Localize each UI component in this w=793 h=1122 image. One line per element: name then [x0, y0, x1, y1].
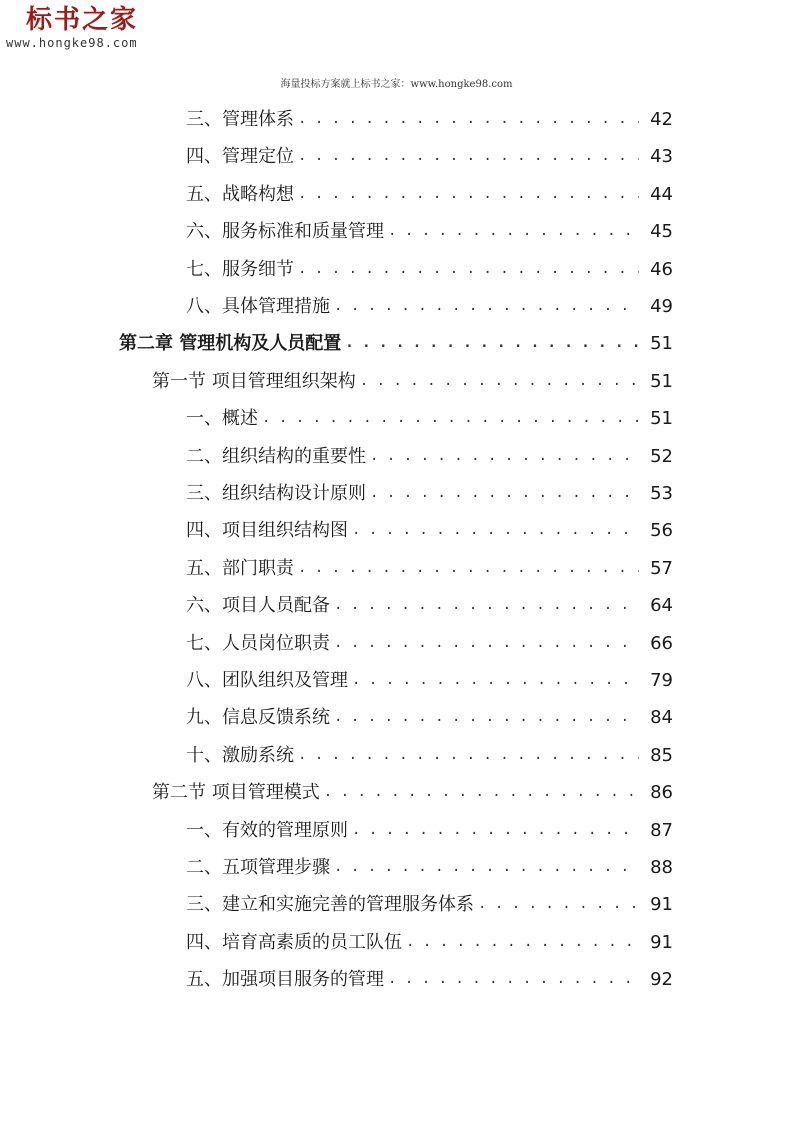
- toc-entry-label: 三、组织结构设计原则: [186, 483, 366, 504]
- toc-entry-page-number: 57: [650, 557, 673, 579]
- toc-entry-label: 四、项目组织结构图: [186, 520, 348, 542]
- toc-dot-leader: [360, 363, 639, 400]
- toc-entry-label: 五、加强项目服务的管理: [186, 969, 384, 991]
- toc-entry[interactable]: [186, 138, 673, 175]
- toc-entry-label: 四、培育高素质的员工队伍: [186, 931, 402, 953]
- toc-entry[interactable]: [186, 550, 673, 587]
- toc-dot-leader: [298, 176, 639, 213]
- toc-dot-leader: [388, 213, 639, 250]
- toc-entry[interactable]: [186, 737, 673, 774]
- toc-entry[interactable]: [186, 400, 673, 437]
- toc-dot-leader: [406, 924, 639, 961]
- toc-entry-label: 第二章 管理机构及人员配置: [119, 333, 342, 355]
- toc-entry-page-number: 92: [650, 969, 673, 991]
- toc-entry-page-number: 79: [650, 670, 673, 691]
- site-logo: [6, 4, 166, 50]
- toc-entry[interactable]: [186, 961, 673, 998]
- toc-entry[interactable]: [186, 849, 673, 886]
- toc-entry-label: 五、战略构想: [186, 183, 294, 205]
- toc-entry-label: 一、概述: [186, 408, 258, 430]
- toc-entry-page-number: 66: [650, 632, 673, 654]
- toc-entry-page-number: 87: [650, 819, 673, 841]
- toc-dot-leader: [334, 288, 639, 325]
- toc-entry[interactable]: [186, 699, 673, 736]
- toc-entry-page-number: 85: [650, 744, 673, 766]
- toc-entry-label: 六、服务标准和质量管理: [186, 221, 384, 243]
- toc-entry[interactable]: [186, 213, 673, 250]
- toc-dot-leader: [262, 400, 639, 437]
- toc-entry-label: 三、建立和实施完善的管理服务体系: [186, 894, 474, 916]
- toc-dot-leader: [334, 625, 639, 662]
- toc-entry-label: 一、有效的管理原则: [186, 819, 348, 841]
- toc-entry-page-number: 51: [650, 333, 673, 355]
- toc-entry-label: 二、组织结构的重要性: [186, 445, 366, 467]
- toc-entry-page-number: 51: [650, 408, 673, 430]
- toc-entry-label: 第二节 项目管理模式: [152, 782, 320, 804]
- toc-entry-label: 三、管理体系: [186, 109, 294, 130]
- toc-entry-page-number: 52: [650, 445, 673, 467]
- toc-entry[interactable]: [186, 251, 673, 288]
- toc-entry[interactable]: [186, 587, 673, 624]
- toc-entry[interactable]: [186, 625, 673, 662]
- logo-url: www.hongke98.com: [6, 36, 138, 50]
- toc-entry-label: 七、人员岗位职责: [186, 632, 330, 654]
- toc-entry-page-number: 42: [650, 109, 673, 130]
- toc-entry-label: 四、管理定位: [186, 146, 294, 168]
- toc-dot-leader: [388, 961, 639, 998]
- toc-dot-leader: [334, 849, 639, 886]
- toc-dot-leader: [334, 699, 639, 736]
- toc-entry[interactable]: [186, 812, 673, 849]
- toc-entry-page-number: 56: [650, 520, 673, 542]
- toc-entry[interactable]: [186, 662, 673, 699]
- toc-dot-leader: [298, 138, 639, 175]
- toc-entry[interactable]: [119, 325, 673, 362]
- toc-entry-page-number: 49: [650, 296, 673, 317]
- toc-entry-label: 十、激励系统: [186, 744, 294, 766]
- toc-entry-page-number: 91: [650, 894, 673, 916]
- toc-dot-leader: [352, 512, 639, 549]
- toc-entry-page-number: 51: [650, 370, 673, 392]
- toc-entry-label: 七、服务细节: [186, 258, 294, 280]
- toc-entry-page-number: 64: [650, 595, 673, 617]
- toc-entry[interactable]: [186, 438, 673, 475]
- toc-entry-label: 八、具体管理措施: [186, 296, 330, 317]
- toc-entry[interactable]: [186, 512, 673, 549]
- toc-dot-leader: [298, 550, 639, 587]
- toc-entry[interactable]: [186, 886, 673, 923]
- toc-entry-label: 第一节 项目管理组织架构: [152, 370, 356, 392]
- toc-entry-label: 五、部门职责: [186, 557, 294, 579]
- toc-entry-page-number: 84: [650, 707, 673, 729]
- toc-entry-page-number: 53: [650, 483, 673, 504]
- toc-entry[interactable]: [152, 774, 673, 811]
- toc-entry-page-number: 46: [650, 258, 673, 280]
- toc-entry[interactable]: [186, 475, 673, 512]
- toc-entry-page-number: 86: [650, 782, 673, 804]
- toc-entry[interactable]: [186, 176, 673, 213]
- toc-dot-leader: [334, 587, 639, 624]
- logo-title: 标书之家: [26, 5, 139, 35]
- toc-entry-page-number: 43: [650, 146, 673, 168]
- page-header: 海量投标方案就上标书之家：www.hongke98.com: [280, 79, 513, 90]
- toc-dot-leader: [298, 101, 639, 138]
- toc-entry-label: 六、项目人员配备: [186, 595, 330, 617]
- toc-dot-leader: [352, 812, 639, 849]
- toc-dot-leader: [370, 438, 639, 475]
- toc-dot-leader: [298, 251, 639, 288]
- toc-entry[interactable]: [186, 288, 673, 325]
- toc-entry-label: 九、信息反馈系统: [186, 707, 330, 729]
- toc-dot-leader: [298, 737, 639, 774]
- toc-dot-leader: [324, 774, 639, 811]
- toc-entry-label: 二、五项管理步骤: [186, 857, 330, 878]
- toc-entry[interactable]: [152, 363, 673, 400]
- toc-dot-leader: [370, 475, 639, 512]
- toc-entry-page-number: 45: [650, 221, 673, 243]
- toc-entry-label: 八、团队组织及管理: [186, 670, 348, 691]
- toc-entry-page-number: 88: [650, 857, 673, 878]
- toc-dot-leader: [352, 662, 639, 699]
- toc-entry[interactable]: [186, 924, 673, 961]
- toc-entry-page-number: 91: [650, 931, 673, 953]
- toc-entry-page-number: 44: [650, 183, 673, 205]
- toc-entry[interactable]: [186, 101, 673, 138]
- toc-dot-leader: [478, 886, 639, 923]
- toc-dot-leader: [345, 325, 639, 362]
